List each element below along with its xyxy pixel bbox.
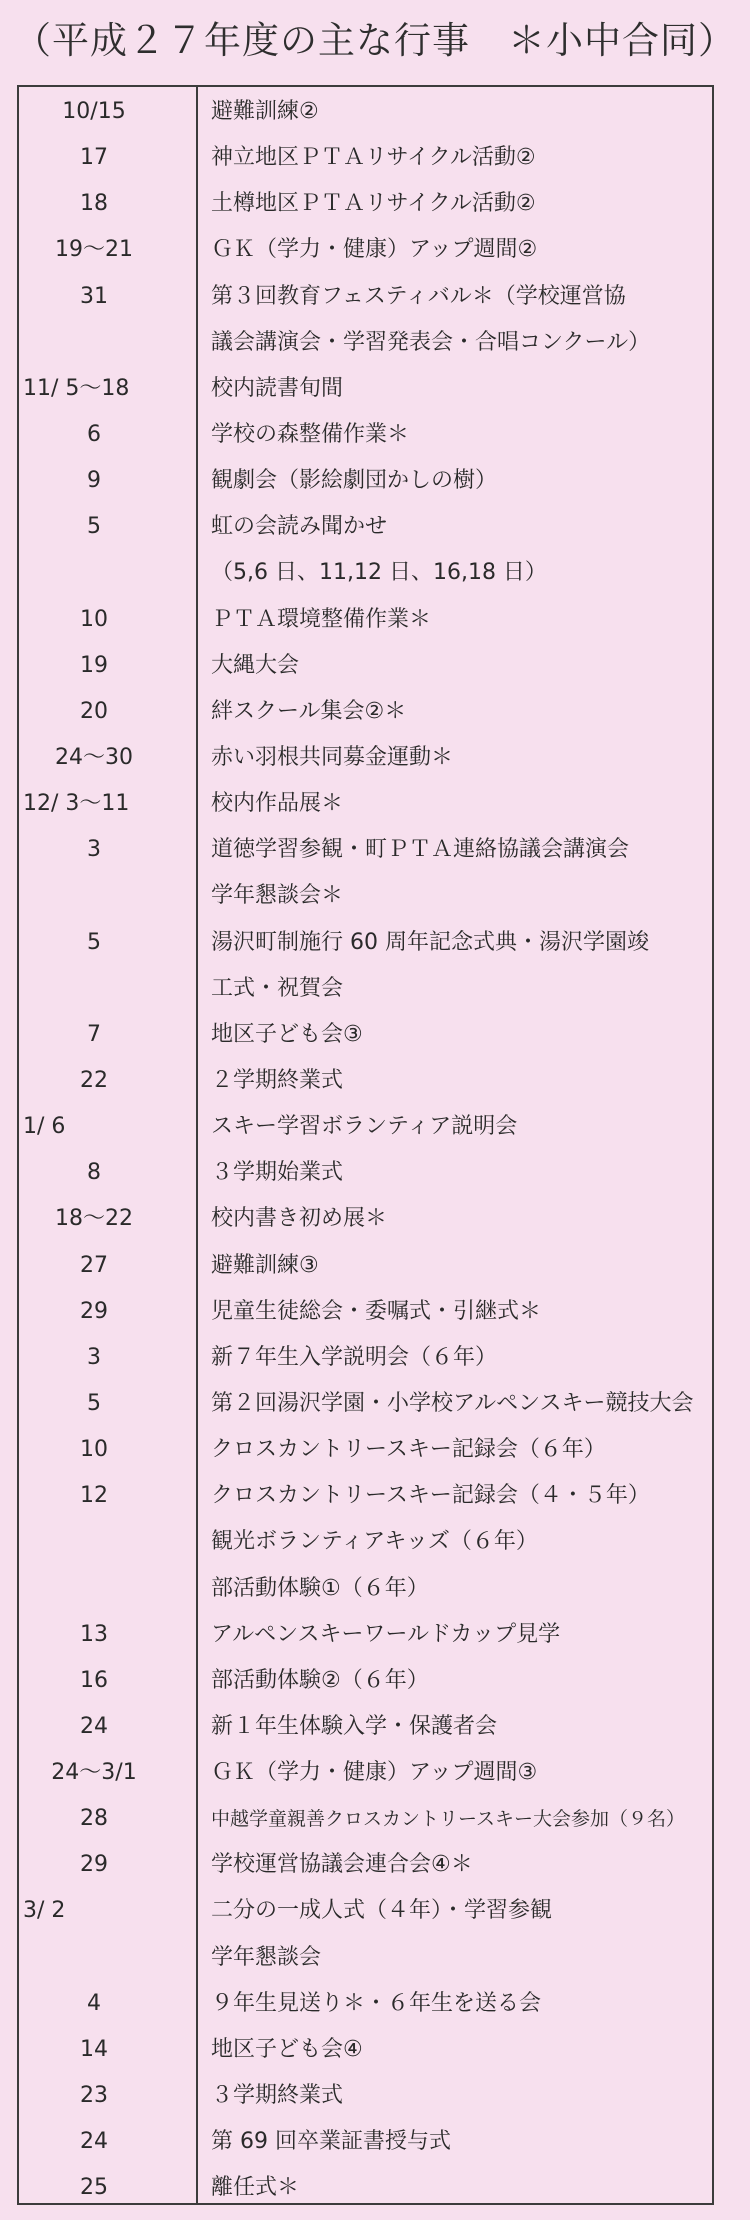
table-row	[19, 1566, 712, 1612]
event-date: 22	[80, 1067, 108, 1093]
event-name: ＧＫ（学力・健康）アップ週間③	[211, 1760, 538, 1786]
table-row	[19, 735, 712, 781]
event-date: 7	[87, 1021, 101, 1047]
table-row	[19, 689, 712, 735]
event-date: 11/ 5～18	[23, 375, 130, 401]
table-row	[19, 1888, 712, 1934]
table-row	[19, 1612, 712, 1658]
event-date: 12	[80, 1483, 108, 1509]
event-date: 3/ 2	[23, 1898, 66, 1924]
event-name: 絆スクール集会②＊	[211, 698, 407, 724]
page-title: （平成２７年度の主な行事 ＊小中合同）	[14, 19, 736, 62]
event-name: ＧＫ（学力・健康）アップ週間②	[211, 237, 538, 263]
event-date: 18～22	[55, 1206, 133, 1232]
event-name: 二分の一成人式（４年）・学習参観	[211, 1898, 553, 1924]
event-name: 校内読書旬間	[211, 375, 344, 401]
event-date: 5	[87, 929, 101, 955]
table-row	[19, 2119, 712, 2165]
table-row	[19, 135, 712, 181]
event-date: 17	[80, 145, 108, 171]
event-name: 学校運営協議会連合会④＊	[211, 1852, 473, 1878]
event-date: 6	[87, 421, 101, 447]
event-date: 19～21	[55, 237, 133, 263]
event-date: 10	[80, 1437, 108, 1463]
event-name: 新７年生入学説明会（６年）	[211, 1344, 498, 1370]
event-name: 避難訓練③	[211, 1252, 319, 1278]
event-date: 10/15	[62, 99, 126, 124]
event-date: 9	[87, 468, 101, 494]
event-date: 20	[80, 698, 108, 724]
event-name: ３学期終業式	[211, 2083, 344, 2109]
event-name: 第 69 回卒業証書授与式	[211, 2129, 451, 2155]
table-row	[19, 2027, 712, 2073]
table-row	[19, 320, 712, 366]
table-row	[19, 1150, 712, 1196]
event-name: 新１年生体験入学・保護者会	[211, 1713, 498, 1739]
event-date: 28	[80, 1806, 108, 1832]
table-row	[19, 781, 712, 827]
event-date: 24～3/1	[51, 1760, 137, 1786]
table-row	[19, 1981, 712, 2027]
event-name: 虹の会読み聞かせ	[211, 514, 388, 540]
event-date: 29	[80, 1852, 108, 1878]
event-date: 5	[87, 514, 101, 540]
event-name: 議会講演会・学習発表会・合唱コンクール）	[211, 329, 651, 355]
table-row	[19, 412, 712, 458]
event-name: 神立地区ＰＴＡリサイクル活動②	[211, 145, 536, 171]
event-name: 観光ボランティアキッズ（６年）	[211, 1529, 538, 1555]
table-row	[19, 827, 712, 873]
table-row	[19, 873, 712, 919]
table-row	[19, 1935, 712, 1981]
event-date: 3	[87, 1344, 101, 1370]
event-name: （5,6 日、11,12 日、16,18 日）	[211, 560, 547, 586]
table-row	[19, 1658, 712, 1704]
table-row	[19, 2073, 712, 2119]
table-row	[19, 274, 712, 320]
event-date: 3	[87, 837, 101, 863]
event-name: 大縄大会	[211, 652, 300, 678]
event-name: 第２回湯沢学園・小学校アルペンスキー競技大会	[211, 1390, 694, 1416]
event-date: 16	[80, 1667, 108, 1693]
table-row	[19, 2165, 712, 2211]
table-row	[19, 366, 712, 412]
table-row	[19, 1796, 712, 1842]
event-name: 部活動体験①（６年）	[211, 1575, 429, 1601]
event-date: 23	[80, 2083, 108, 2109]
event-name: 赤い羽根共同募金運動＊	[211, 744, 454, 770]
event-name: 学校の森整備作業＊	[211, 421, 410, 447]
event-name: ２学期終業式	[211, 1067, 344, 1093]
table-row	[19, 1196, 712, 1242]
table-row	[19, 920, 712, 966]
event-date: 19	[80, 652, 108, 678]
event-date: 18	[80, 191, 108, 217]
event-date: 29	[80, 1298, 108, 1324]
event-date: 5	[87, 1390, 101, 1416]
events-rows	[19, 89, 712, 2211]
event-name: 土樽地区ＰＴＡリサイクル活動②	[211, 191, 536, 217]
table-row	[19, 1335, 712, 1381]
table-row	[19, 458, 712, 504]
event-name: 工式・祝賀会	[211, 975, 344, 1001]
table-row	[19, 966, 712, 1012]
table-row	[19, 1289, 712, 1335]
event-name: 第３回教育フェスティバル＊（学校運営協	[211, 283, 626, 309]
event-date: 24	[80, 1713, 108, 1739]
event-date: 24～30	[55, 744, 133, 770]
table-row	[19, 1381, 712, 1427]
event-name: ３学期始業式	[211, 1160, 344, 1186]
table-row	[19, 1012, 712, 1058]
event-date: 27	[80, 1252, 108, 1278]
event-date: 4	[87, 1990, 101, 2016]
event-date: 13	[80, 1621, 108, 1647]
table-row	[19, 1243, 712, 1289]
event-date: 1/ 6	[23, 1114, 66, 1140]
event-name: ＰＴＡ環境整備作業＊	[211, 606, 432, 632]
table-row	[19, 1104, 712, 1150]
event-name: スキー学習ボランティア説明会	[211, 1114, 518, 1140]
event-name: クロスカントリースキー記録会（６年）	[211, 1437, 606, 1463]
event-date: 31	[80, 283, 108, 309]
event-name: 部活動体験②（６年）	[211, 1667, 429, 1693]
event-date: 24	[80, 2129, 108, 2155]
table-row	[19, 1058, 712, 1104]
event-name: クロスカントリースキー記録会（４・５年）	[211, 1483, 650, 1509]
event-name: 中越学童親善クロスカントリースキー大会参加（９名）	[211, 1808, 686, 1831]
event-name: 離任式＊	[211, 2175, 300, 2201]
event-date: 8	[87, 1160, 101, 1186]
event-name: 校内作品展＊	[211, 791, 344, 817]
event-date: 12/ 3～11	[23, 791, 130, 817]
event-name: 避難訓練②	[211, 99, 319, 124]
table-row	[19, 181, 712, 227]
event-name: 観劇会（影絵劇団かしの樹）	[211, 468, 498, 494]
table-row	[19, 504, 712, 550]
table-row	[19, 597, 712, 643]
table-row	[19, 227, 712, 273]
events-table	[17, 85, 714, 2205]
table-row	[19, 1704, 712, 1750]
event-name: アルペンスキーワールドカップ見学	[211, 1621, 561, 1647]
table-row	[19, 1750, 712, 1796]
event-name: 道徳学習参観・町ＰＴＡ連絡協議会講演会	[211, 837, 630, 863]
event-date: 25	[80, 2175, 108, 2201]
event-name: 地区子ども会④	[211, 2036, 363, 2062]
table-row	[19, 89, 712, 135]
event-name: 学年懇談会＊	[211, 883, 344, 909]
table-row	[19, 1473, 712, 1519]
table-row	[19, 643, 712, 689]
event-name: 湯沢町制施行 60 周年記念式典・湯沢学園竣	[211, 929, 649, 955]
table-row	[19, 1519, 712, 1565]
table-row	[19, 1842, 712, 1888]
event-name: 児童生徒総会・委嘱式・引継式＊	[211, 1298, 542, 1324]
event-name: 地区子ども会③	[211, 1021, 363, 1047]
event-name: 学年懇談会	[211, 1944, 322, 1970]
event-date: 10	[80, 606, 108, 632]
table-row	[19, 550, 712, 596]
event-name: 校内書き初め展＊	[211, 1206, 388, 1232]
table-row	[19, 1427, 712, 1473]
event-date: 14	[80, 2036, 108, 2062]
event-name: ９年生見送り＊・６年生を送る会	[211, 1990, 542, 2016]
